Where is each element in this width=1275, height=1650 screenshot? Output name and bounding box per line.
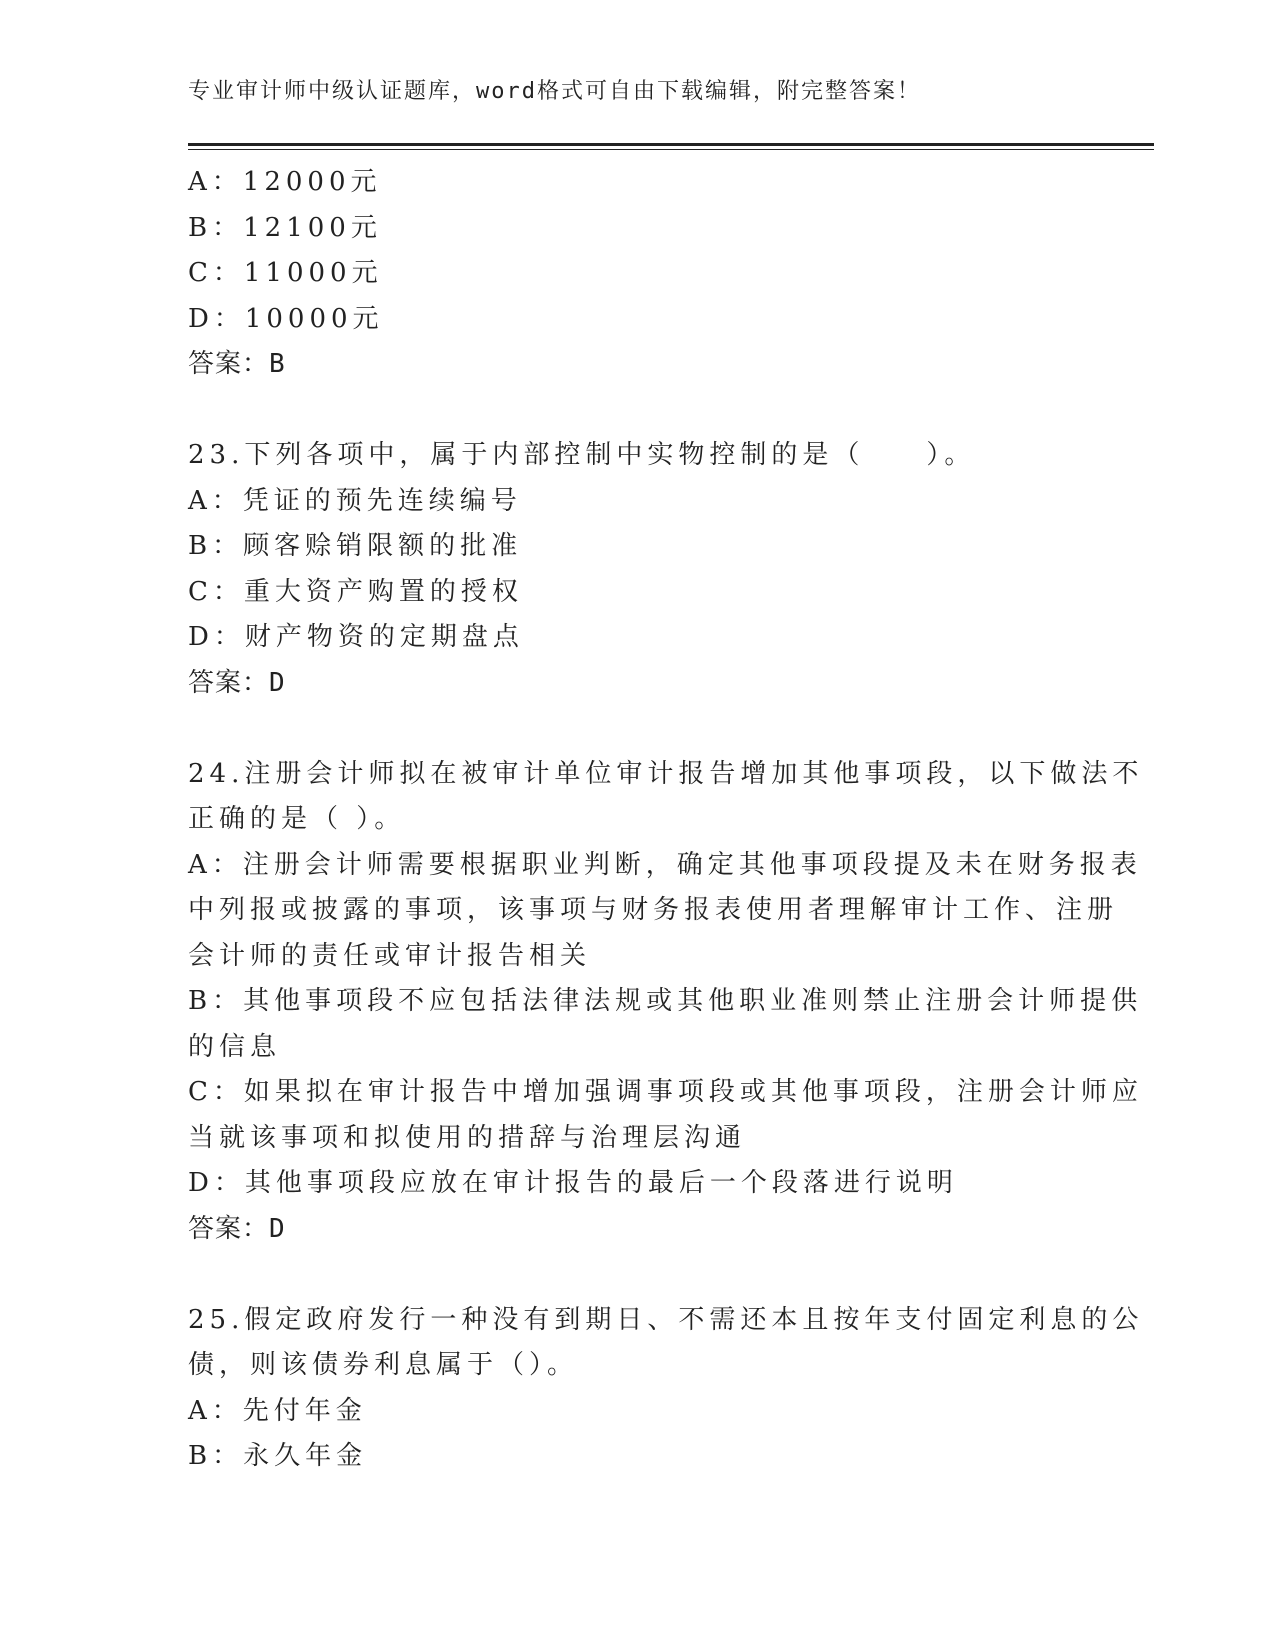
question-stem-line-1: 24.注册会计师拟在被审计单位审计报告增加其他事项段，以下做法不 [188,758,1144,789]
spacer [188,1252,1088,1298]
question-stem-line-2: 债，则该债券利息属于（）。 [188,1350,579,1380]
header-rule-thin [188,149,1154,150]
option-c: C：重大资产购置的授权 [188,576,523,607]
question-25 [188,1298,1144,1480]
option-d: D：其他事项段应放在审计报告的最后一个段落进行说明 [188,1168,958,1198]
option-a: A：先付年金 [188,1395,367,1426]
question-stem: 23.下列各项中，属于内部控制中实物控制的是（ ）。 [188,440,976,470]
spacer [188,706,1088,752]
option-c-line-1: C：如果拟在审计报告中增加强调事项段或其他事项段，注册会计师应 [188,1077,1143,1107]
question-24 [188,752,1144,1253]
header-rule-thick [188,143,1154,146]
option-b: B：永久年金 [188,1441,368,1471]
answer: 答案：D [188,1213,286,1244]
option-a-line-3: 会计师的责任或审计报告相关 [188,940,592,971]
option-a-line-2: 中列报或披露的事项，该事项与财务报表使用者理解审计工作、注册 [188,895,1119,925]
option-a: A：12000元 [188,167,382,197]
answer: 答案：D [188,667,286,698]
answer: 答案：B [188,349,286,379]
spacer [188,388,1088,434]
option-a-line-1: A：注册会计师需要根据职业判断，确定其他事项段提及未在财务报表 [188,849,1142,880]
option-c: C：11000元 [188,258,383,288]
question-stem-line-1: 25.假定政府发行一种没有到期日、不需还本且按年支付固定利息的公 [188,1304,1144,1335]
option-a: A：凭证的预先连续编号 [188,485,522,516]
question-content [188,160,1144,1480]
option-b-line-1: B：其他事项段不应包括法律法规或其他职业准则禁止注册会计师提供 [188,986,1143,1016]
option-b: B：顾客赊销限额的批准 [188,531,523,561]
option-d: D：财产物资的定期盘点 [188,622,524,652]
option-d: D：10000元 [188,303,384,334]
option-b-line-2: 的信息 [188,1031,282,1062]
question-stem-line-2: 正确的是（ ）。 [188,804,406,834]
option-b: B：12100元 [188,212,382,243]
option-c-line-2: 当就该事项和拟使用的措辞与治理层沟通 [188,1122,747,1153]
page-header: 专业审计师中级认证题库，word格式可自由下载编辑，附完整答案！ [188,79,921,104]
prev-question-options [188,160,1088,388]
question-23 [188,433,1088,706]
